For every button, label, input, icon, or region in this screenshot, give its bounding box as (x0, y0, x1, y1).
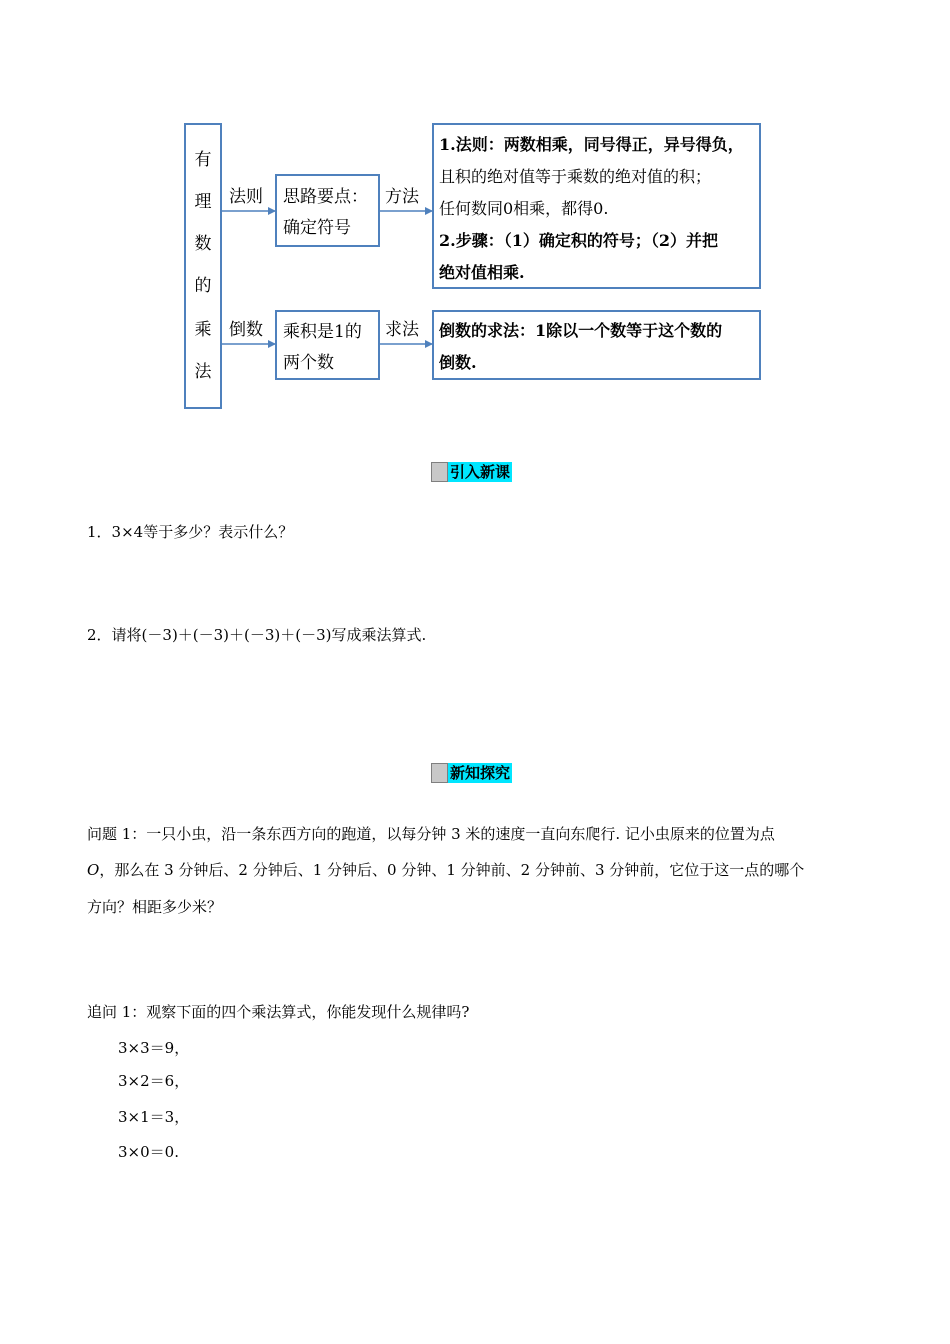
reciprocal-method-line: 倒数. (439, 353, 477, 372)
rule-detail-line: 1.法则：两数相乘，同号得正，异号得负， (439, 135, 744, 154)
heading-text: 新知探究 (450, 764, 511, 782)
reciprocal-def-line: 乘积是1的 (283, 322, 362, 342)
followup-question: 追问 1：观察下面的四个乘法算式，你能发现什么规律吗? (87, 1003, 470, 1021)
root-char: 的 (194, 276, 212, 296)
problem-line (87, 860, 804, 880)
root-char: 数 (194, 234, 212, 254)
reciprocal-def-box (275, 310, 380, 380)
branch-label-find: 求法 (385, 320, 419, 340)
question-1: 1．3×4等于多少？表示什么？ (87, 523, 294, 541)
rule-detail-line: 绝对值相乘. (439, 263, 525, 282)
heading-marker (431, 763, 448, 783)
branch-label-method: 方法 (385, 187, 419, 207)
problem-line-text: ，那么在 3 分钟后、2 分钟后、1 分钟后、0 分钟、1 分钟前、2 分钟前、3 分钟前，它位于这一点的哪个 (99, 861, 805, 879)
heading-text: 引入新课 (450, 463, 511, 481)
point-variable: O (87, 861, 100, 879)
reciprocal-def-line: 两个数 (283, 353, 334, 373)
root-char: 法 (194, 362, 212, 382)
rule-detail-line: 任何数同0相乘，都得0. (439, 199, 609, 218)
equation: 3×1＝3， (118, 1108, 190, 1126)
key-points-line: 确定符号 (283, 218, 351, 238)
equation: 3×0＝0. (118, 1143, 179, 1161)
reciprocal-method-line: 倒数的求法：1除以一个数等于这个数的 (439, 321, 723, 340)
reciprocal-method-box (432, 310, 761, 380)
problem-line: 问题 1：一只小虫，沿一条东西方向的跑道，以每分钟 3 米的速度一直向东爬行. 记小虫原来的位置为点 (87, 825, 775, 843)
key-points-line: 思路要点： (283, 187, 368, 207)
branch-label-reciprocal: 倒数 (229, 320, 263, 340)
heading-marker (431, 462, 448, 482)
root-char: 乘 (194, 320, 212, 340)
question-2: 2．请将(－3)＋(－3)＋(－3)＋(－3)写成乘法算式. (87, 626, 427, 644)
rule-detail-box (432, 123, 761, 289)
rule-detail-line: 2.步骤：（1）确定积的符号；（2）并把 (439, 231, 718, 250)
rule-detail-line: 且积的绝对值等于乘数的绝对值的积； (439, 167, 712, 186)
section-heading-explore (431, 763, 512, 783)
equation: 3×3＝9， (118, 1039, 190, 1057)
section-heading-intro (431, 462, 512, 482)
key-points-box (275, 174, 380, 247)
equation: 3×2＝6， (118, 1072, 190, 1090)
root-char: 理 (194, 192, 212, 212)
problem-line: 方向？相距多少米？ (87, 898, 223, 916)
branch-label-rule: 法则 (229, 187, 263, 207)
root-char: 有 (194, 150, 212, 170)
